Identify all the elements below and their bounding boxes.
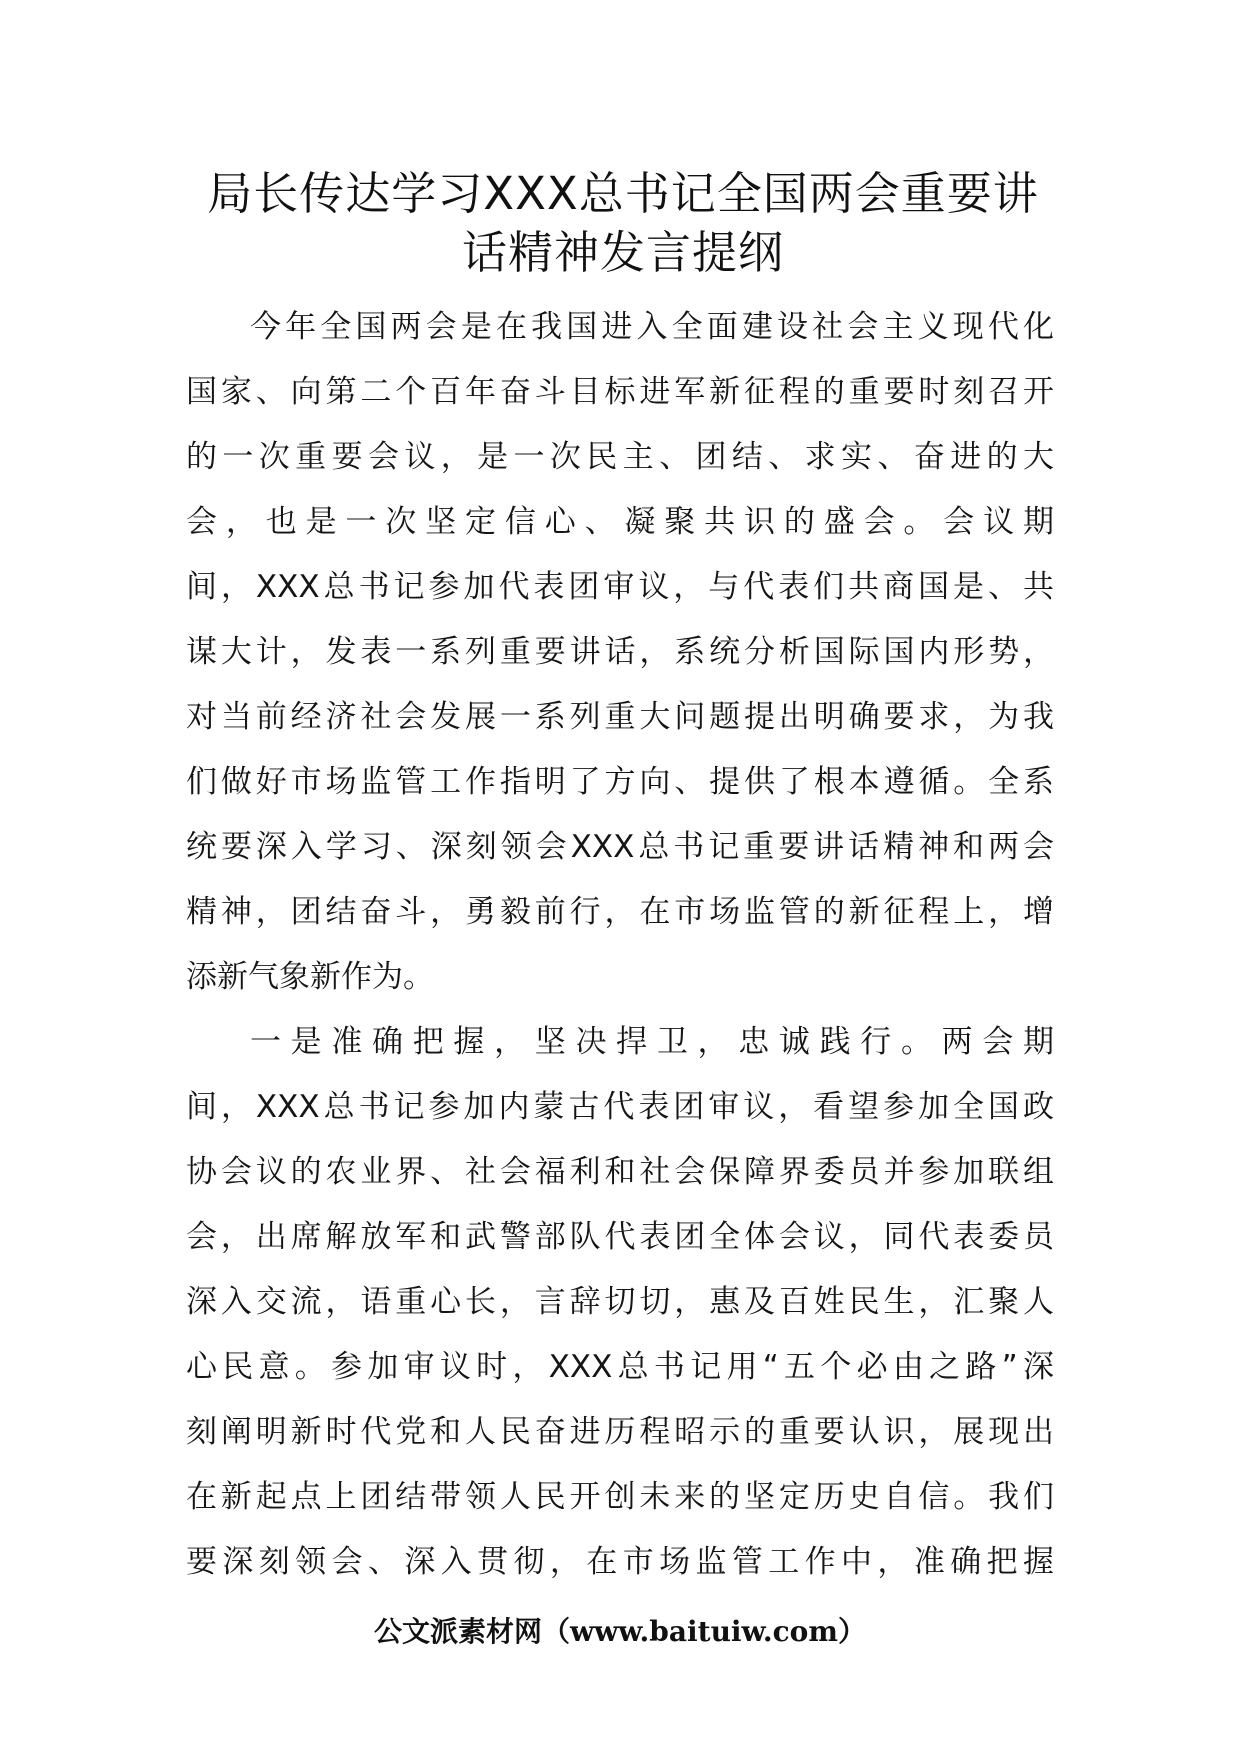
document-body — [186, 295, 1054, 1595]
title-line: 局长传达学习XXX总书记全国两会重要讲 — [207, 167, 1039, 220]
text-line: 统要深入学习、深刻领会XXX总书记重要讲话精神和两会 — [186, 829, 1054, 865]
text-line: 的一次重要会议，是一次民主、团结、求实、奋进的大 — [186, 439, 1054, 475]
paragraph-intro — [186, 295, 1054, 1010]
text-line: 在新起点上团结带领人民开创未来的坚定历史自信。我们 — [186, 1479, 1054, 1515]
text-line: 深入交流，语重心长，言辞切切，惠及百姓民生，汇聚人 — [186, 1284, 1054, 1320]
paragraph-point-one — [186, 1010, 1054, 1595]
text-line: 刻阐明新时代党和人民奋进历程昭示的重要认识，展现出 — [186, 1414, 1054, 1450]
text-line: 会，也是一次坚定信心、凝聚共识的盛会。会议期 — [186, 504, 1054, 540]
text-line: 对当前经济社会发展一系列重大问题提出明确要求，为我 — [186, 699, 1054, 735]
text-line: 精神，团结奋斗，勇毅前行，在市场监管的新征程上，增 — [186, 894, 1054, 930]
document-title — [188, 164, 1058, 282]
title-line: 话精神发言提纲 — [461, 226, 784, 279]
text-line: 协会议的农业界、社会福利和社会保障界委员并参加联组 — [186, 1154, 1054, 1190]
text-line: 一是准确把握，坚决捍卫，忠诚践行。两会期 — [250, 1024, 1054, 1060]
footer-watermark: 公文派素材网（www.baituiw.com） — [374, 1615, 866, 1648]
text-line: 们做好市场监管工作指明了方向、提供了根本遵循。全系 — [186, 764, 1054, 800]
text-line: 今年全国两会是在我国进入全面建设社会主义现代化 — [250, 309, 1054, 345]
text-line: 添新气象新作为。 — [186, 959, 434, 995]
text-line: 会，出席解放军和武警部队代表团全体会议，同代表委员 — [186, 1219, 1054, 1255]
text-line: 间，XXX总书记参加代表团审议，与代表们共商国是、共 — [186, 569, 1054, 605]
text-line: 间，XXX总书记参加内蒙古代表团审议，看望参加全国政 — [186, 1089, 1054, 1125]
text-line: 国家、向第二个百年奋斗目标进军新征程的重要时刻召开 — [186, 374, 1054, 410]
text-line: 心民意。参加审议时，XXX总书记用“五个必由之路”深 — [186, 1349, 1054, 1385]
text-line: 要深刻领会、深入贯彻，在市场监管工作中，准确把握 — [186, 1544, 1054, 1580]
text-line: 谋大计，发表一系列重要讲话，系统分析国际国内形势， — [186, 634, 1054, 670]
